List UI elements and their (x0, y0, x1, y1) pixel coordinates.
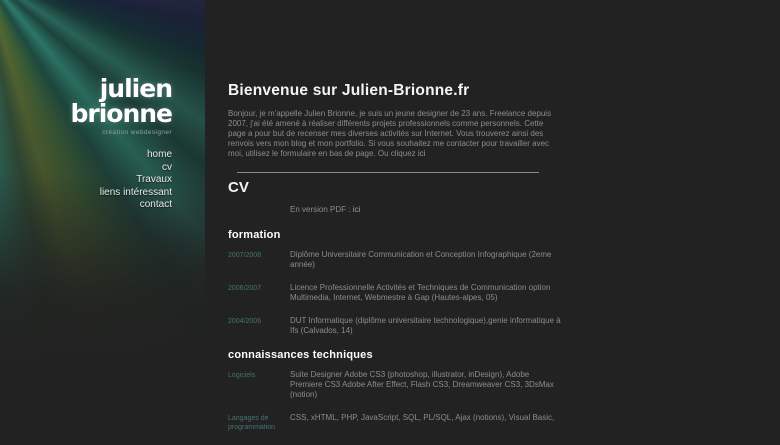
logo-tagline: création webdesigner (102, 129, 172, 136)
cv-row-text: DUT Informatique (diplôme universitaire technologique),genie informatique à Ifs (Calvados, 14) (290, 316, 561, 335)
cv-row-label: 2007/2008 (228, 252, 262, 259)
cv-row (228, 370, 563, 400)
intro-paragraph (228, 109, 563, 159)
cv-section-title: CV (228, 179, 249, 196)
nav-item-contact[interactable]: contact (139, 199, 172, 211)
cv-row-text: Diplôme Universitaire Communication et Conception Infographique (2eme année) (290, 250, 552, 269)
cv-row-text: Suite Designer Adobe CS3 (photoshop, illustrator, inDesign), Adobe Premiere CS3 Adobe After Effect, Flash CS3, Dreamweaver CS3, 3DsMax (notion) (290, 370, 554, 399)
section-title-connaissances: connaissances techniques (228, 349, 373, 361)
cv-row (228, 316, 563, 336)
section-title-formation: formation (228, 229, 281, 241)
page-title: Bienvenue sur Julien-Brionne.fr (228, 82, 470, 99)
logo-title: julien brionne (70, 74, 172, 128)
nav-item-liens[interactable]: liens intéressant (99, 186, 172, 198)
content-column (228, 0, 563, 445)
cv-row (228, 283, 563, 303)
nav-item-home[interactable]: home (146, 149, 172, 160)
cv-row (228, 413, 563, 432)
formation-rows (228, 250, 563, 336)
section-divider (237, 172, 539, 173)
pdf-download-link[interactable]: ici (352, 205, 361, 214)
intro-contact-link[interactable]: ici (417, 149, 426, 158)
nav-item-cv[interactable]: cv (162, 161, 172, 173)
cv-row-text: CSS, xHTML, PHP, JavaScript, SQL, PL/SQL, Ajax (notions), Visual Basic, (290, 413, 555, 422)
cv-row (228, 250, 563, 270)
nav-item-travaux[interactable]: Travaux (136, 174, 172, 186)
pdf-label: En version PDF : (290, 205, 353, 214)
cv-pdf-line (290, 205, 563, 214)
cv-row-label: Langages de programmation (228, 415, 276, 431)
cv-row-label: Logiciels (228, 372, 256, 379)
sidebar (0, 0, 205, 412)
connaissances-rows (228, 370, 563, 432)
intro-text: Bonjour, je m'appelle Julien Brionne, je suis un jeune designer de 23 ans. Freelance depuis 2007, j'ai été amené à réaliser différents projets professionnels comme personnels. Cette page a pour but de recenser mes diverses activités sur Internet. Vous trouverez ainsi des renvois vers mon blog et mon portfolio. Si vous souhaitez me contacter pour travailler avec moi, utilisez le formulaire en bas de page. Ou cliquez (228, 109, 552, 158)
sidebar-nav (100, 149, 172, 212)
site-logo[interactable] (0, 76, 172, 136)
main-panel (205, 0, 780, 431)
cv-row-label: 2006/2007 (228, 285, 262, 292)
cv-row-label: 2004/2006 (228, 318, 262, 325)
cv-row-text: Licence Professionnelle Activités et Techniques de Communication option Multimedia, Internet, Webmestre à Gap (Hautes-alpes, 05) (290, 283, 551, 302)
